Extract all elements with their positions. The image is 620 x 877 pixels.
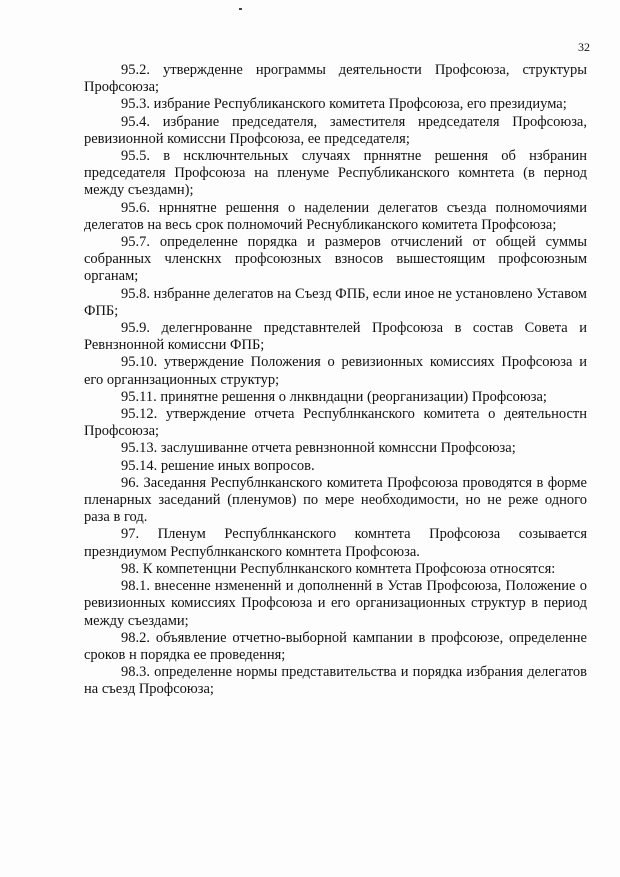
body-text: [84, 62, 587, 699]
paragraph-97: 97. Пленум Республнканского комнтета Профсоюза созывается презндиумом Республнканского комнтета Профсоюза.: [84, 526, 587, 560]
paragraph-95-10: 95.10. утверждение Положения о ревизионных комиссиях Профсоюза и его органнзационных структур;: [84, 354, 587, 388]
paragraph-96: 96. Заседання Республнканского комитета Профсоюза проводятся в форме пленарных заседаний (пленумов) по мере необходимости, но не реже одного раза в год.: [84, 474, 587, 526]
paragraph-95-12: 95.12. утверждение отчета Республнканского комитета о деятельностн Профсоюза;: [84, 406, 587, 440]
paragraph-98-2: 98.2. объявление отчетно-выборной кампании в профсоюзе, определенне сроков н порядка ее проведення;: [84, 629, 587, 663]
scan-speck: [239, 8, 242, 10]
paragraph-95-11: 95.11. принятне решення о лнквндацни (реорганизации) Профсоюза;: [121, 388, 547, 405]
paragraph-95-7: 95.7. определенне порядка и размеров отчислений от общей суммы собранных членскнх профсоюзных взносов вышестоящим профсоюзным органам;: [84, 234, 587, 285]
page-number: 32: [578, 40, 590, 54]
paragraph-95-6: 95.6. нрннятне решення о наделении делегатов съезда полномочиями делегатов на весь срок полномочий Реснубликанского комитета Профсоюза;: [84, 199, 587, 233]
paragraph-95-13: 95.13. заслушиванне отчета ревнзнонной комнссни Профсоюза;: [121, 440, 516, 457]
paragraph-98-3: 98.3. определенне нормы представительства и порядка избрания делегатов на съезд Профсоюза;: [84, 664, 587, 698]
paragraph-95-4: 95.4. избрание председателя, заместителя нредседателя Профсоюза, ревизионной комиссни Профсоюза, ее председателя;: [84, 113, 587, 147]
paragraph-95-5: 95.5. в нсключнтельных случаях прннятне решення об нзбранин председателя Профсоюза на пленуме Республиканского комнтета (в пернод между съездамн);: [84, 148, 587, 199]
paragraph-95-2: 95.2. утвержденне нрограммы деятельности Профсоюза, структуры Профсоюза;: [84, 62, 587, 96]
paragraph-95-9: 95.9. делегнрованне представнтелей Профсоюза в состав Совета и Ревнзнонной комиссни ФПБ;: [84, 320, 587, 354]
paragraph-95-3: 95.3. избрание Республиканского комитета Профсоюза, его президиума;: [121, 96, 567, 113]
paragraph-98: 98. К компетенцни Республнканского комнтета Профсоюза относятся:: [121, 560, 556, 577]
paragraph-98-1: 98.1. внесенне нзмененнй и дополненнй в Устав Профсоюза, Положение о ревизионных комиссиях Профсоюза и его организационных структур в период между съездами;: [84, 578, 587, 629]
paragraph-95-8: 95.8. нзбранне делегатов на Съезд ФПБ, если иное не установлено Уставом ФПБ;: [84, 285, 587, 319]
paragraph-95-14: 95.14. решение иных вопросов.: [121, 457, 315, 474]
